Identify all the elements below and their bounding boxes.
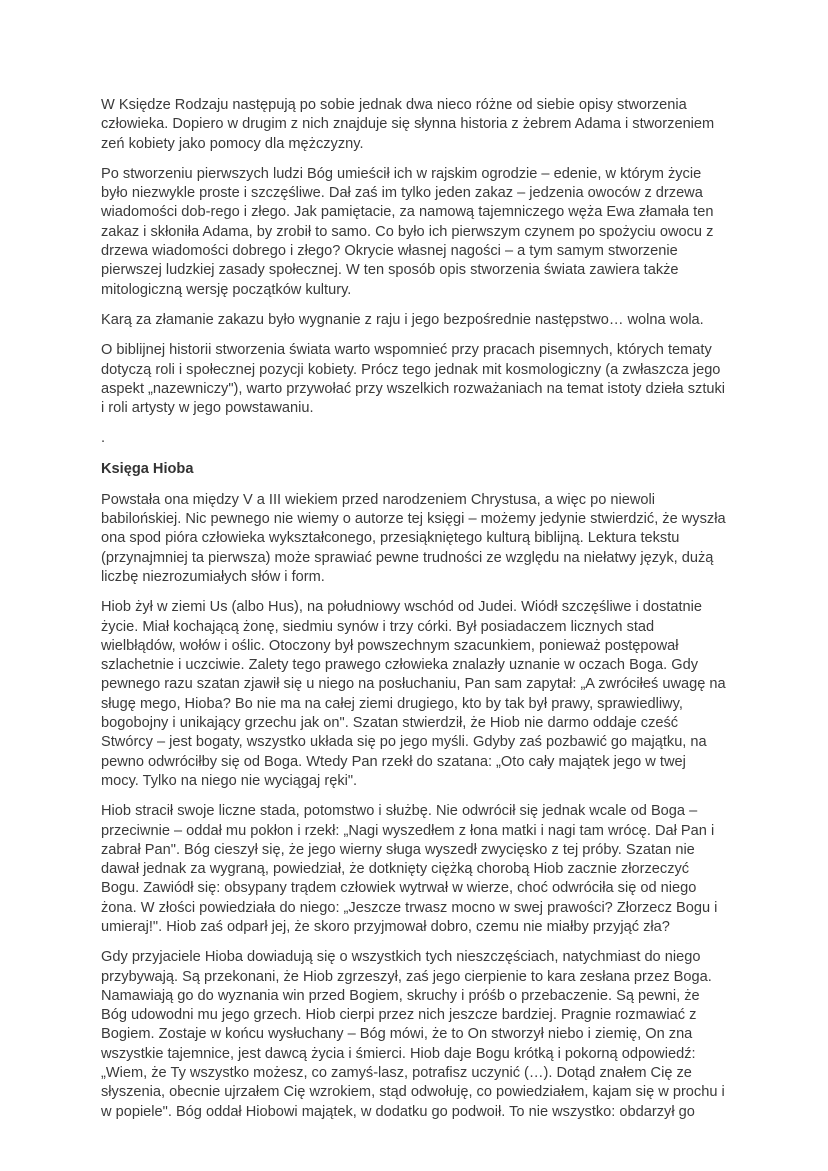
text-line: żona. W złości powiedziała do niego: „Jeszcze trwasz mocno w swej prawości? Złorzecz Bogu i	[101, 899, 718, 916]
text-line: babilońskiej. Nic pewnego nie wiemy o autorze tej księgi – możemy jedynie stwierdzić, że wyszła	[101, 511, 726, 528]
text-line: „Wiem, że Ty wszystko możesz, co zamyś-lasz, potrafisz uczynić (…). Dotąd znałem Cię ze	[101, 1065, 692, 1082]
text-line: W Księdze Rodzaju następują po sobie jednak dwa nieco różne od siebie opisy stworzenia	[101, 97, 687, 113]
text-line: Hiob żył w ziemi Us (albo Hus), na południowy wschód od Judei. Wiódł szczęśliwe i dostatnie	[101, 599, 703, 616]
text-line: Po stworzeniu pierwszych ludzi Bóg umieścił ich w rajskim ogrodzie – edenie, w którym życie	[101, 165, 702, 182]
text-line: Namawiają go do wyznania win przed Bogiem, skruchy i próśb o przebaczenie. Są pewni, że	[101, 987, 700, 1004]
section-heading-ksiega-hioba: Księga Hioba	[101, 461, 194, 478]
text-line: zabrał Pan". Bóg cieszył się, że jego wierny sługa wyszedł zwycięsko z tej próby. Szatan nie	[101, 841, 695, 858]
text-line: mocy. Tylko na niego nie wyciągaj ręki".	[101, 772, 358, 789]
text-line: Bóg udowodni mu jego grzech. Hiob cierpi przez nich jeszcze bardziej. Pragnie rozmawiać z	[101, 1007, 697, 1024]
text-line: sługę mego, Hioba? Bo nie ma na całej ziemi drugiego, kto by tak był prawy, sprawiedliwy,	[101, 695, 683, 712]
text-line: zeń kobiety jako pomocy dla mężczyzny.	[101, 135, 364, 152]
text-line: O biblijnej historii stworzenia świata warto wspomnieć przy pracach pisemnych, których tematy	[101, 342, 712, 359]
paragraph-job-friends	[101, 948, 741, 1122]
document-page	[101, 96, 741, 1133]
text-line: słyszenia, obecnie ujrzałem Cię wzrokiem, stąd odwołuję, co powiedziałem, kajam się w prochu i	[101, 1084, 725, 1101]
text-line: Bogiem. Zostaje w końcu wysłuchany – Bóg mówi, że to On stworzył niebo i ziemię, On zna	[101, 1026, 693, 1043]
paragraph-job-trials	[101, 802, 741, 937]
text-line: przybywają. Są przekonani, że Hiob zgrzeszył, zaś jego cierpienie to kara zesłana przez Boga.	[101, 968, 712, 985]
paragraph-eden	[101, 165, 741, 300]
text-line: zakaz i skłoniła Adama, by zrobił to samo. Co było ich pierwszym czynem po spożyciu owocu z	[101, 223, 714, 240]
text-line: umieraj!". Hiob zaś odparł jej, że skoro przyjmował dobro, czemu nie miałby przyjąć zła?	[101, 918, 670, 935]
text-line: Karą za złamanie zakazu było wygnanie z raju i jego bezpośrednie następstwo… wolna wola.	[101, 311, 704, 328]
text-line: pierwszej ludzkiej zasady społecznej. W ten sposób opis stworzenia świata zawiera także	[101, 262, 679, 279]
text-line: pewnego razu szatan zjawił się u niego na posłuchaniu, Pan sam zapytał: „A zwróciłeś uwagę na	[101, 676, 726, 693]
text-line: Bogu. Zawiódł się: obsypany trądem człowiek wytrwał w wierze, choć odwróciła się od niego	[101, 880, 697, 897]
paragraph-origin	[101, 491, 741, 587]
paragraph-biblical-creation-essays	[101, 341, 741, 418]
text-line: przeciwnie – oddał mu pokłon i rzekł: „Nagi wyszedłem z łona matki i nagi tam wrócę. Dał Pan i	[101, 822, 715, 839]
text-line: dawał jednak za wygraną, powiedział, że dotknięty ciężką chorobą Hiob zacznie złorzeczyć	[101, 861, 690, 878]
paragraph-punishment	[101, 311, 741, 330]
text-line: (przynajmniej ta pierwsza) może sprawiać pewne trudności ze względu na niełatwy język, dużą	[101, 549, 714, 566]
paragraph-genesis-two-accounts	[101, 96, 741, 154]
separator-dot: .	[101, 430, 106, 447]
text-line: i roli artysty w jego powstawaniu.	[101, 400, 314, 417]
text-line: życie. Miał kochającą żonę, siedmiu synów i trzy córki. Był posiadaczem licznych stad	[101, 618, 655, 635]
text-line: Powstała ona między V a III wiekiem przed narodzeniem Chrystusa, a więc po niewoli	[101, 491, 656, 508]
text-line: szlachetnie i uczciwie. Zalety tego prawego człowieka znalazły uznanie w oczach Boga. Gdy	[101, 657, 699, 674]
text-line: wiadomości dob-rego i złego. Jak pamiętacie, za namową tajemniczego węża Ewa złamała ten	[101, 204, 714, 221]
text-line: bogobojny i unikający grzechu jak on". Szatan stwierdził, że Hiob nie darmo oddaje cześć	[101, 715, 679, 732]
text-line: ona spod pióra człowieka wykształconego, przesiąkniętego kulturą biblijną. Lektura tekstu	[101, 530, 680, 547]
text-line: Gdy przyjaciele Hioba dowiadują się o wszystkich tych nieszczęściach, natychmiast do niego	[101, 949, 701, 966]
text-line: mitologiczną wersję początków kultury.	[101, 281, 352, 298]
text-line: było niezwykle proste i szczęśliwe. Dał zaś im tylko jeden zakaz – jedzenia owoców z drzewa	[101, 185, 703, 202]
text-line: dotyczą roli i społecznej pozycji kobiety. Prócz tego jednak mit kosmologiczny (a zwłaszcza jego	[101, 361, 721, 378]
paragraph-job-life	[101, 598, 741, 791]
text-line: wszystkie tajemnice, jest dawcą życia i śmierci. Hiob daje Bogu krótką i pokorną odpowiedź:	[101, 1045, 696, 1062]
text-line: drzewa wiadomości dobrego i złego? Okrycie własnej nagości – a tym samym stworzenie	[101, 243, 678, 260]
text-line: w popiele". Bóg oddał Hiobowi majątek, w dodatku go podwoił. To nie wszystko: obdarzył go	[101, 1103, 695, 1120]
text-line: Stwórcy – jest bogaty, wszystko układa się po jego myśli. Gdyby zaś pozbawić go majątku, na	[101, 734, 707, 751]
text-line: człowieka. Dopiero w drugim z nich znajduje się słynna historia z żebrem Adama i stworzeniem	[101, 116, 715, 133]
text-line: Hiob stracił swoje liczne stada, potomstwo i służbę. Nie odwrócił się jednak wcale od Boga –	[101, 803, 698, 820]
text-line: wielbłądów, wołów i oślic. Otoczony był powszechnym szacunkiem, ponieważ postępował	[101, 637, 679, 654]
text-line: pewno odwróciłby się od Boga. Wtedy Pan rzekł do szatana: „Oto cały majątek jego w twej	[101, 753, 686, 770]
text-line: aspekt „nazewniczy"), warto przywołać przy wszelkich rozważaniach na temat istoty dzieła sztuki	[101, 380, 726, 397]
text-line: liczbę niezrozumiałych słów i form.	[101, 568, 325, 585]
